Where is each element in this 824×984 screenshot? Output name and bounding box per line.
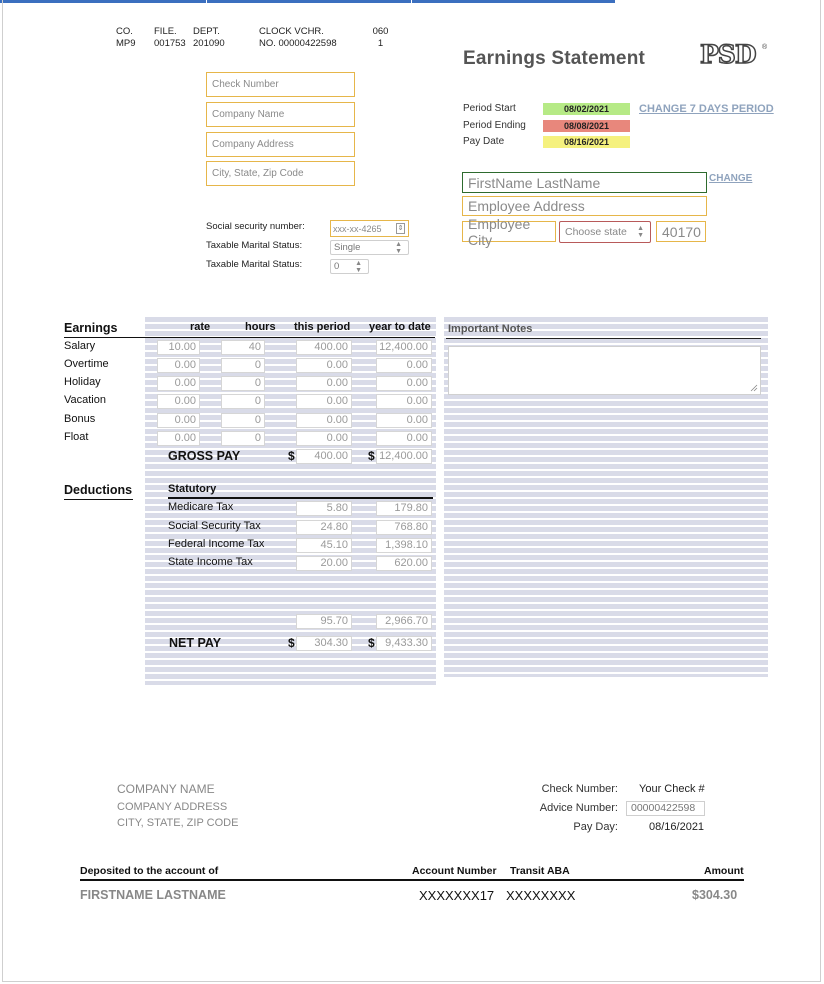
deduction-row-label: Medicare Tax [168,501,234,513]
company-address-field[interactable]: Company Address [206,132,355,157]
earning-hours-cell[interactable]: 0 [221,358,265,373]
deduction-current-cell[interactable]: 45.10 [296,538,352,553]
deduction-ytd-cell[interactable]: 179.80 [376,501,432,516]
ssn-value: xxx-xx-4265 [333,223,382,234]
check-number-field[interactable]: Check Number [206,72,355,97]
pay-date-label: Pay Date [463,136,505,147]
net-ytd-cell[interactable]: 9,433.30 [376,636,432,651]
select-arrows-icon: ▲ ▼ [355,259,362,274]
deductions-rule [64,499,133,500]
deposit-transit-header: Transit ABA [510,865,570,877]
deduction-current-cell[interactable]: 5.80 [296,501,352,516]
deposit-account-header: Account Number [412,865,497,877]
period-ending-label: Period Ending [463,120,526,131]
file-block [154,26,186,50]
zip-field[interactable]: 40170 [656,221,706,242]
stub-advice-field[interactable]: 00000422598 [626,801,705,816]
stub-payday-label: Pay Day: [573,821,618,833]
clock-block [259,26,337,50]
earning-row-label: Holiday [64,376,101,388]
deposit-account: XXXXXXX17 [419,888,495,903]
deductions-title: Deductions [64,483,133,497]
notes-textarea[interactable] [448,346,761,395]
col-hours: hours [245,321,276,333]
period-start-label: Period Start [463,103,516,114]
earning-current-cell[interactable]: 0.00 [296,376,352,391]
notes-rule [446,338,761,339]
stub-advice-label: Advice Number: [539,802,618,814]
earning-row-label: Vacation [64,394,106,406]
earning-hours-cell[interactable]: 0 [221,413,265,428]
marital-label: Taxable Marital Status: [206,240,303,251]
col-ytd: year to date [369,321,431,333]
earning-row-label: Salary [64,340,96,352]
stub-city-state-zip: CITY, STATE, ZIP CODE [117,817,239,829]
stub-check-label: Check Number: [541,783,618,795]
state-select-value: Choose state [565,226,627,238]
earning-hours-cell[interactable]: 0 [221,431,265,446]
earning-ytd-cell[interactable]: 0.00 [376,358,432,373]
deposit-rule [80,879,744,881]
earning-hours-cell[interactable]: 0 [221,376,265,391]
select-arrows-icon: ▲ ▼ [637,225,644,239]
gross-current-cell[interactable]: 400.00 [296,449,352,464]
stub-payday-value: 08/16/2021 [649,821,705,833]
clock-label: CLOCK VCHR. [259,26,324,37]
deduction-ytd-cell[interactable]: 620.00 [376,556,432,571]
earning-current-cell[interactable]: 0.00 [296,394,352,409]
deduction-row-label: Federal Income Tax [168,538,265,550]
earning-rate-cell[interactable]: 0.00 [157,376,200,391]
earnings-rule [64,337,435,338]
state-select[interactable] [559,221,651,243]
earning-rate-cell[interactable]: 0.00 [157,413,200,428]
employee-city-field[interactable]: Employee City [462,221,556,242]
file-value: 001753 [154,38,186,49]
num-label: 060 [372,26,389,37]
allowances-select[interactable] [330,259,369,274]
pay-date-value[interactable]: 08/16/2021 [543,136,630,148]
col-rate: rate [190,321,211,333]
deposit-name: FIRSTNAME LASTNAME [80,888,226,902]
psd-logo: PSD [700,40,756,69]
earning-row-label: Overtime [64,358,109,370]
deposit-transit: XXXXXXXX [506,888,576,903]
deposit-amount-header: Amount [704,865,744,877]
num-value: 1 [377,38,384,49]
deduction-row-label: Social Security Tax [168,520,261,532]
dept-block [193,26,225,50]
earning-hours-cell[interactable]: 40 [221,340,265,355]
co-label: CO. [116,26,133,37]
stepper-icon: ⇕ [397,225,404,232]
earning-row-label: Float [64,431,89,443]
employee-name-field[interactable]: FirstName LastName [462,172,707,193]
earning-rate-cell[interactable]: 0.00 [157,431,200,446]
change-period-link[interactable]: CHANGE 7 DAYS PERIOD [639,103,774,115]
earning-current-cell[interactable]: 0.00 [296,413,352,428]
gross-ytd-dollar-sign: $ [368,449,375,463]
earning-rate-cell[interactable]: 10.00 [157,340,200,355]
col-this-period: this period [294,321,351,333]
earning-ytd-cell[interactable]: 0.00 [376,413,432,428]
earning-rate-cell[interactable]: 0.00 [157,394,200,409]
deduction-ytd-cell[interactable]: 1,398.10 [376,538,432,553]
earning-current-cell[interactable]: 0.00 [296,431,352,446]
earning-row-label: Bonus [64,413,96,425]
marital-select-value: Single [334,242,361,253]
earnings-title: Earnings [64,321,118,335]
change-employee-link[interactable]: CHANGE [709,173,753,184]
earning-ytd-cell[interactable]: 0.00 [376,376,432,391]
dept-label: DEPT. [193,26,220,37]
period-start-date[interactable]: 08/02/2021 [543,103,630,115]
gross-ytd-cell[interactable]: 12,400.00 [376,449,432,464]
period-ending-date[interactable]: 08/08/2021 [543,120,630,132]
deduction-row-label: State Income Tax [168,556,253,568]
earning-ytd-cell[interactable]: 12,400.00 [376,340,432,355]
gross-dollar-sign: $ [288,449,295,463]
allowances-label: Taxable Marital Status: [206,259,303,270]
earning-ytd-cell[interactable]: 0.00 [376,394,432,409]
earning-current-cell[interactable]: 400.00 [296,340,352,355]
deposit-amount: $304.30 [692,888,738,902]
net-dollar-sign: $ [288,636,295,650]
select-arrows-icon: ▲ ▼ [395,240,402,255]
statement-title: Earnings Statement [463,48,646,69]
net-pay-label: NET PAY [169,636,222,650]
stub-company-name: COMPANY NAME [117,782,215,796]
employee-address-field[interactable]: Employee Address [462,196,707,216]
stub-check-value: Your Check # [639,783,705,795]
ssn-field[interactable] [330,220,409,237]
city-state-zip-field[interactable]: City, State, Zip Code [206,161,355,186]
earning-hours-cell[interactable]: 0 [221,394,265,409]
registered-mark: ® [762,44,768,51]
deductions-total-current[interactable]: 95.70 [296,614,352,629]
deduction-current-cell[interactable]: 24.80 [296,520,352,535]
earning-current-cell[interactable]: 0.00 [296,358,352,373]
deductions-total-ytd[interactable]: 2,966.70 [376,614,432,629]
file-label: FILE. [154,26,177,37]
company-name-field[interactable]: Company Name [206,102,355,127]
ssn-label: Social security number: [206,221,305,232]
statutory-label: Statutory [168,483,217,495]
marital-select[interactable] [330,240,409,255]
statutory-rule [168,497,433,499]
co-value: MP9 [116,38,136,49]
allowances-select-value: 0 [334,261,340,272]
co-block [116,26,136,50]
net-current-cell[interactable]: 304.30 [296,636,352,651]
notes-title: Important Notes [448,323,533,335]
num-block [372,26,389,50]
gross-pay-label: GROSS PAY [168,449,241,463]
deduction-current-cell[interactable]: 20.00 [296,556,352,571]
resize-grip-icon[interactable] [750,384,758,392]
deposit-account-of-header: Deposited to the account of [80,865,219,877]
dept-value: 201090 [193,38,225,49]
earning-ytd-cell[interactable]: 0.00 [376,431,432,446]
net-ytd-dollar-sign: $ [368,636,375,650]
deduction-ytd-cell[interactable]: 768.80 [376,520,432,535]
clock-value: NO. 00000422598 [259,38,337,49]
earning-rate-cell[interactable]: 0.00 [157,358,200,373]
stub-company-address: COMPANY ADDRESS [117,801,228,813]
